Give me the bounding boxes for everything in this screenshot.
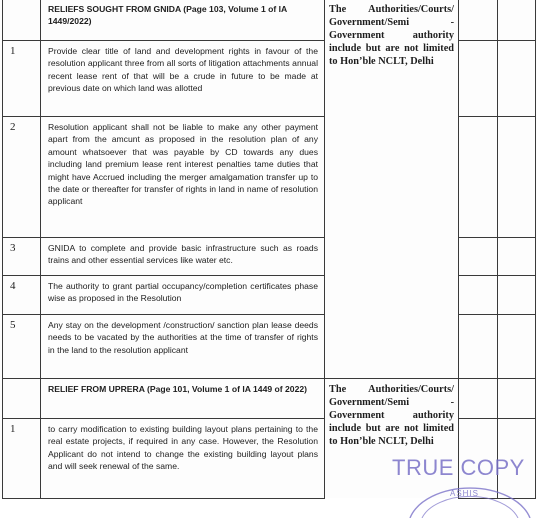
section-heading: RELIEFS SOUGHT FROM GNIDA (Page 103, Volume 1 of IA 1449/2022) — [41, 0, 325, 41]
serial-number: 4 — [3, 276, 41, 315]
empty-cell — [498, 276, 536, 315]
serial-number: 5 — [3, 315, 41, 379]
empty-cell — [459, 0, 498, 41]
empty-cell — [498, 379, 536, 419]
empty-cell — [459, 41, 498, 117]
empty-cell — [459, 276, 498, 315]
relief-text: Provide clear title of land and development rights in favour of the resolution applicant three from all sorts of litigation attachments annual recent lease rent of that will be a crude in future to be made at previous date on which land was allotted — [41, 41, 325, 117]
authority-text: The Authorities/Courts/ Government/Semi - Government authority include but are not limited to Hon’ble NCLT, Delhi — [329, 4, 454, 67]
svg-text:ASHIS: ASHIS — [450, 489, 480, 498]
empty-cell — [498, 41, 536, 117]
authority-cell — [325, 0, 459, 379]
empty-cell — [498, 117, 536, 238]
relief-text: Resolution applicant shall not be liable to make any other payment apart from the amcunt as proposed in the resolution plan of any amount whatsoever that was payable by CD towards any dues including land premium lease rent interest penalties tame duties that might have Accrued including the merger amalgamation transfer up to the date or thereafter for transfer of rights in land in name of resolution applicant — [41, 117, 325, 238]
serial-number: 3 — [3, 238, 41, 276]
section-header-row — [3, 379, 536, 419]
empty-cell — [459, 379, 498, 419]
authority-text: The Authorities/Courts/ Government/Semi - Government authority include but are not limited to Hon’ble NCLT, Delhi — [329, 384, 454, 447]
empty-cell — [498, 238, 536, 276]
empty-cell — [498, 315, 536, 379]
serial-number: 1 — [3, 41, 41, 117]
serial-cell — [3, 379, 41, 419]
relief-text: Any stay on the development /construction/ sanction plan lease deeds needs to be vacated by the authorities at the time of transfer of rights in the land to the resolution applicant — [41, 315, 325, 379]
section-header-row — [3, 0, 536, 41]
empty-cell — [498, 0, 536, 41]
empty-cell — [459, 315, 498, 379]
section-heading: RELIEF FROM UPRERA (Page 101, Volume 1 of IA 1449 of 2022) — [41, 379, 325, 419]
relief-text: to carry modification to existing building layout plans pertaining to the real estate projects, if required in any case. However, the Resolution Applicant do not intend to change the existing building layout plans and will seek renewal of the same. — [41, 419, 325, 499]
serial-number: 2 — [3, 117, 41, 238]
empty-cell — [459, 238, 498, 276]
seal-stamp-icon — [400, 478, 537, 518]
serial-number: 1 — [3, 419, 41, 499]
reliefs-table — [2, 0, 536, 499]
true-copy-stamp: TRUE COPY — [392, 455, 525, 480]
relief-text: GNIDA to complete and provide basic infrastructure such as roads trains and other essential services like water etc. — [41, 238, 325, 276]
relief-text: The authority to grant partial occupancy/completion certificates phase wise as proposed in the Resolution — [41, 276, 325, 315]
serial-cell — [3, 0, 41, 41]
empty-cell — [459, 117, 498, 238]
